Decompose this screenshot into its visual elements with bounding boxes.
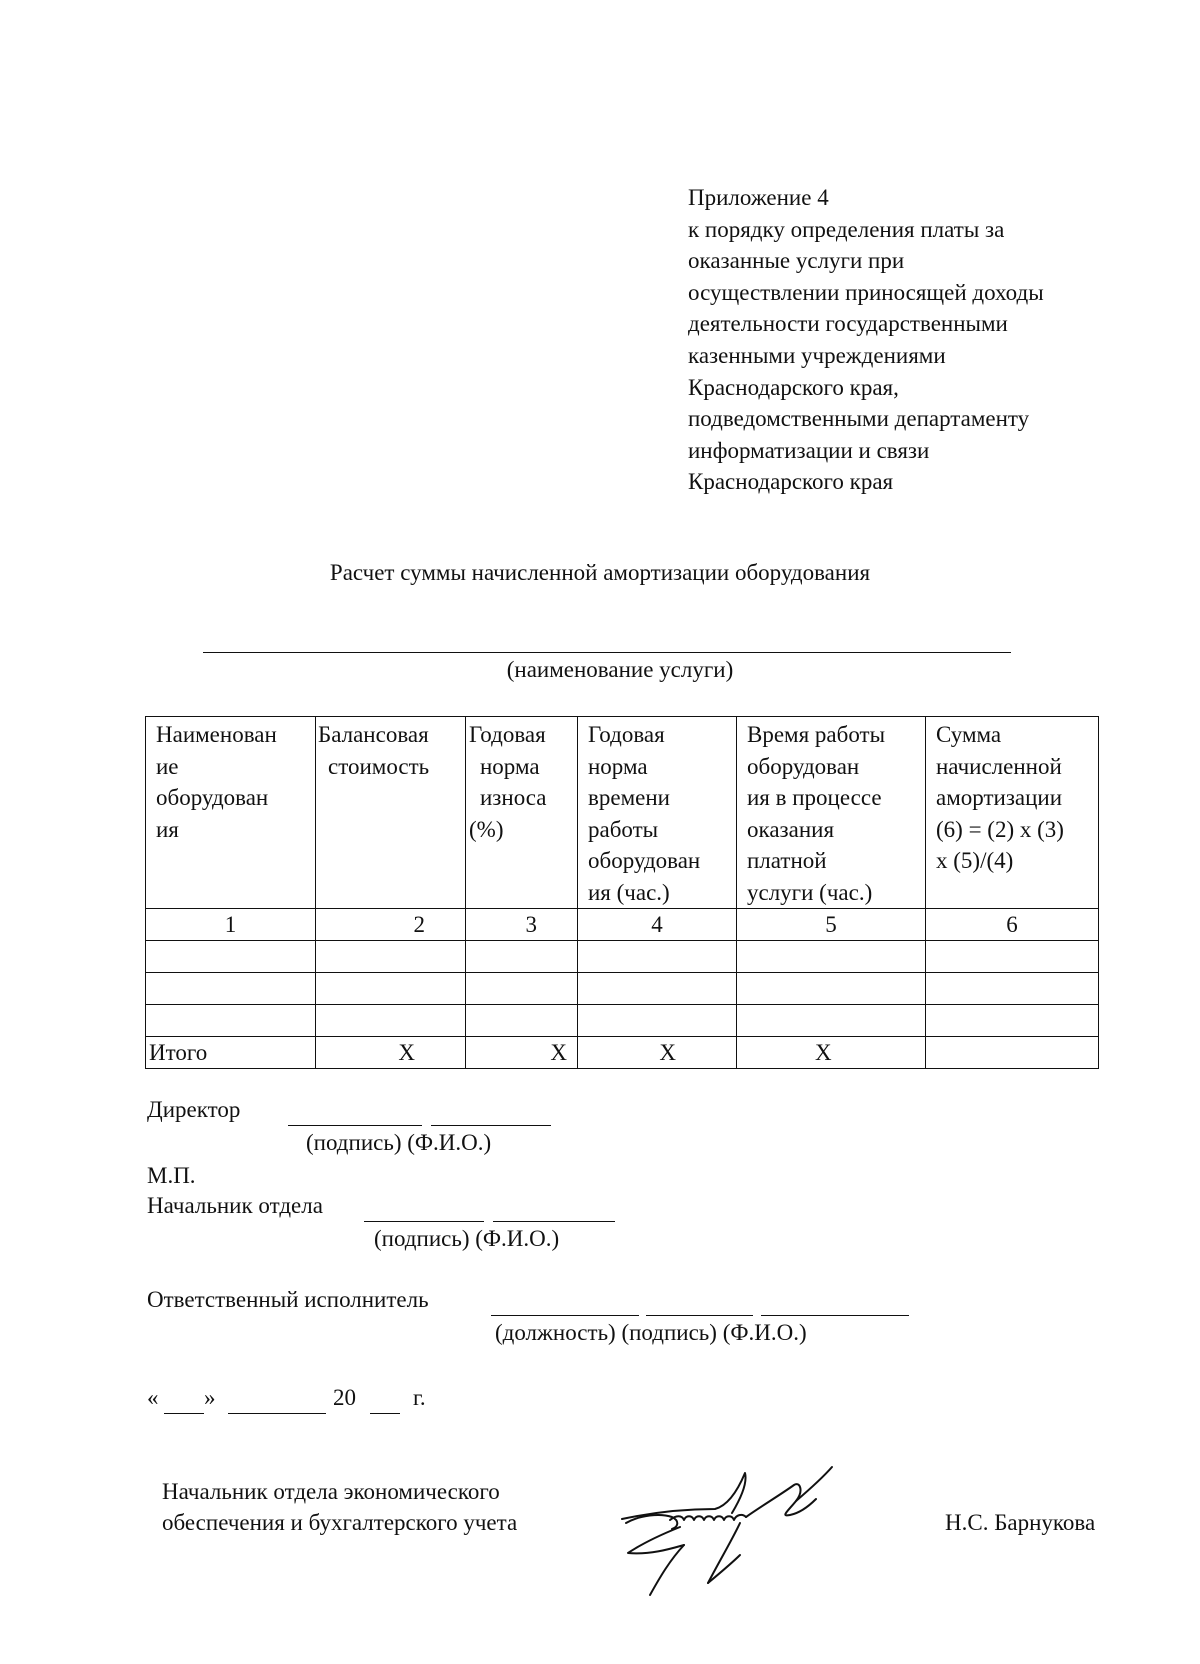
header-text: ия в процессе [747, 785, 882, 810]
header-text: х (5)/(4) [936, 848, 1014, 873]
header-annual-wear [466, 717, 578, 909]
annex-line: деятельности государственными [688, 311, 1008, 337]
stamp-place: М.П. [147, 1163, 196, 1188]
service-name-line [203, 652, 1011, 653]
column-number: 1 [146, 909, 316, 941]
table-cell[interactable] [316, 941, 466, 973]
total-mark: Х [466, 1037, 578, 1069]
executor-label: Ответственный исполнитель [147, 1287, 429, 1312]
director-name-field[interactable] [431, 1103, 551, 1126]
table-cell[interactable] [146, 973, 316, 1005]
header-text: ия (час.) [588, 879, 670, 905]
table-cell[interactable] [737, 941, 926, 973]
director-signature-field[interactable] [288, 1103, 422, 1126]
handwritten-signature [620, 1465, 850, 1600]
header-text: платной [747, 848, 827, 873]
header-text: начисленной [936, 753, 1062, 779]
table-row [146, 973, 1099, 1005]
header-operating-hours [737, 717, 926, 909]
header-text: оборудован [156, 785, 269, 810]
head-caption: (подпись) (Ф.И.О.) [374, 1226, 560, 1251]
header-text: оказания [747, 816, 835, 842]
head-signature-field[interactable] [364, 1199, 484, 1222]
header-text: услуги (час.) [747, 879, 873, 905]
head-label: Начальник отдела [147, 1193, 323, 1218]
table-cell[interactable] [737, 973, 926, 1005]
total-label: Итого [146, 1037, 316, 1069]
date-month-field[interactable] [228, 1391, 326, 1414]
header-text: норма [588, 753, 648, 779]
header-text: Наименован [156, 722, 277, 747]
annex-line: оказанные услуги при [688, 248, 905, 274]
header-text: стоимость [328, 753, 430, 779]
annex-line: к порядку определения платы за [688, 216, 1005, 242]
date-suffix: г. [413, 1385, 426, 1410]
table-cell[interactable] [146, 941, 316, 973]
header-text: Сумма [936, 722, 1002, 747]
table-cell[interactable] [578, 941, 737, 973]
table-cell[interactable] [316, 1005, 466, 1037]
header-text: износа [480, 785, 547, 810]
header-text: ия [156, 816, 179, 842]
header-equipment-name [146, 717, 316, 909]
head-name-field[interactable] [493, 1199, 615, 1222]
date-close-quote: » [204, 1385, 216, 1410]
table-cell[interactable] [926, 1005, 1099, 1037]
header-text: Время работы [747, 722, 886, 747]
executor-name-field[interactable] [761, 1293, 909, 1316]
executor-position-field[interactable] [491, 1293, 639, 1316]
document-title: Расчет суммы начисленной амортизации оборудования [329, 560, 871, 585]
footer-position [162, 1476, 517, 1538]
director-label: Директор [147, 1097, 241, 1122]
table-cell[interactable] [466, 1005, 578, 1037]
column-number: 6 [926, 909, 1099, 941]
header-balance-cost [316, 717, 466, 909]
amortization-table [145, 716, 1099, 1069]
annex-line: казенными учреждениями [688, 342, 946, 368]
annex-line: подведомственными департаменту [688, 406, 1030, 432]
header-text: ие [156, 753, 179, 779]
header-annual-hours [578, 717, 737, 909]
annex-line: Краснодарского края, [688, 374, 899, 400]
table-cell[interactable] [926, 1037, 1099, 1069]
header-text: оборудован [588, 848, 701, 873]
annex-line: осуществлении приносящей доходы [688, 279, 1044, 305]
director-row [147, 1097, 240, 1123]
table-cell[interactable] [466, 941, 578, 973]
annex-line: Краснодарского края [688, 469, 894, 495]
date-year-field[interactable] [370, 1391, 400, 1414]
header-text: Балансовая [318, 722, 429, 747]
table-cell[interactable] [316, 973, 466, 1005]
annex-block [688, 182, 1044, 498]
header-text: Годовая [588, 722, 665, 747]
table-cell[interactable] [146, 1005, 316, 1037]
table-row [146, 1005, 1099, 1037]
table-row [146, 941, 1099, 973]
table-cell[interactable] [466, 973, 578, 1005]
footer-position-line: обеспечения и бухгалтерского учета [162, 1510, 518, 1535]
header-text: времени [588, 785, 670, 810]
executor-caption: (должность) (подпись) (Ф.И.О.) [495, 1320, 807, 1345]
date-open-quote: « [147, 1385, 159, 1410]
date-year-prefix: 20 [333, 1385, 356, 1410]
column-number: 4 [578, 909, 737, 941]
column-number: 3 [466, 909, 578, 941]
table-cell[interactable] [926, 973, 1099, 1005]
total-mark: Х [316, 1037, 466, 1069]
date-day-field[interactable] [164, 1391, 204, 1414]
table-header-row [146, 717, 1099, 909]
header-text: (%) [469, 816, 504, 842]
header-text: амортизации [936, 785, 1063, 810]
header-amortization-sum [926, 717, 1099, 909]
annex-line: Приложение 4 [688, 185, 829, 210]
table-cell[interactable] [737, 1005, 926, 1037]
director-caption: (подпись) (Ф.И.О.) [306, 1130, 492, 1155]
total-row [146, 1037, 1099, 1069]
total-mark: Х [737, 1037, 926, 1069]
column-number: 2 [316, 909, 466, 941]
header-text: оборудован [747, 753, 860, 779]
header-text: (6) = (2) х (3) [936, 816, 1064, 842]
header-text: работы [588, 816, 659, 842]
table-cell[interactable] [578, 973, 737, 1005]
table-row [146, 909, 1099, 941]
executor-signature-field[interactable] [646, 1293, 753, 1316]
table-cell[interactable] [926, 941, 1099, 973]
table-cell[interactable] [578, 1005, 737, 1037]
service-name-caption: (наименование услуги) [506, 657, 734, 682]
header-text: Годовая [469, 722, 546, 747]
annex-line: информатизации и связи [688, 437, 930, 463]
column-number: 5 [737, 909, 926, 941]
footer-name: Н.С. Барнукова [945, 1510, 1096, 1535]
header-text: норма [480, 753, 540, 779]
footer-position-line: Начальник отдела экономического [162, 1479, 500, 1504]
total-mark: Х [578, 1037, 737, 1069]
